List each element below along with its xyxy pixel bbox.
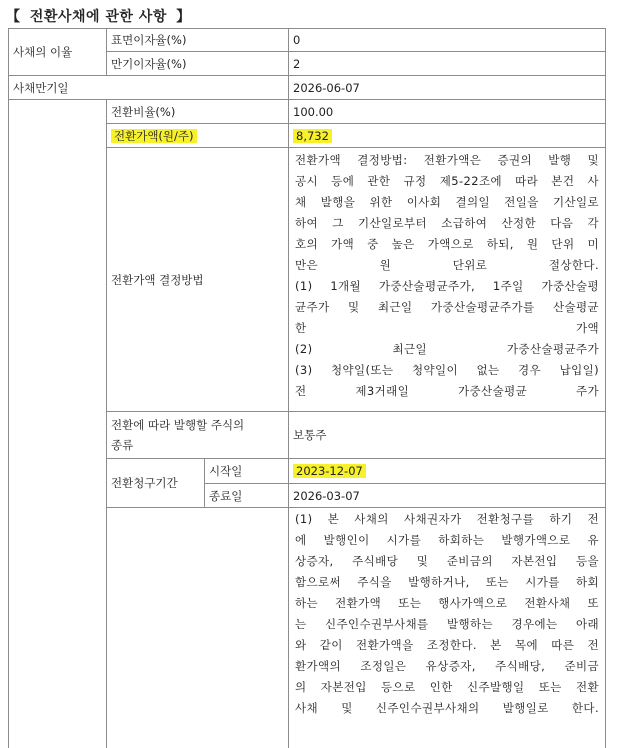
adjustment-line: 하는 전환가액 또는 행사가액으로 전환사채 또 xyxy=(295,596,599,610)
price-method-line: 전 제3거래일 가중산술평균 주가 xyxy=(295,384,599,398)
interest-rate-label: 사채의 이율 xyxy=(13,45,73,59)
maturity-rate-label: 만기이자율(%) xyxy=(111,56,187,71)
share-type-value: 보통주 xyxy=(293,428,327,442)
claim-period-label: 전환청구기간 xyxy=(111,476,178,490)
price-method-line: 채 발행을 위한 이사회 결의일 전일을 기산일로 xyxy=(295,195,599,209)
adjustment-line: 상증자, 주식배당 및 준비금의 자본전입 등을 xyxy=(295,554,599,568)
bond-info-table xyxy=(8,28,606,748)
adjustment-line: 에 발행인이 시가를 하회하는 발행가액으로 유 xyxy=(295,533,599,547)
price-method-line: 한 가액 xyxy=(295,321,599,335)
price-method-line: 전환가액 결정방법: 전환가액은 증권의 발행 및 xyxy=(295,153,599,167)
conversion-ratio-label: 전환비율(%) xyxy=(111,104,176,119)
table-border xyxy=(8,28,9,748)
adjustment-line: 함으로써 주식을 발행하거나, 또는 시가를 하회 xyxy=(295,575,599,589)
price-method-line: 호의 가액 중 높은 가액으로 하되, 원 단위 미 xyxy=(295,237,599,251)
start-value: 2023-12-07 xyxy=(293,464,366,478)
adjustment-line: 환가액의 조정일은 유상증자, 주식배당, 준비금 xyxy=(295,659,599,673)
adjustment-line: 는 신주인수권부사채를 발행하는 경우에는 아래 xyxy=(295,617,599,631)
adjustment-text xyxy=(295,509,599,719)
price-method-line: 균주가 및 최근일 가중산술평균주가를 산술평균 xyxy=(295,300,599,314)
price-method-line: (3) 청약일(또는 청약일이 없는 경우 납입일) xyxy=(295,363,599,377)
table-border xyxy=(106,507,606,508)
share-type-label-line: 전환에 따라 발행할 주식의 xyxy=(111,418,245,432)
price-method-line: (1) 1개월 가중산술평균주가, 1주일 가중산술평 xyxy=(295,279,599,293)
end-label: 종료일 xyxy=(209,488,243,503)
table-border xyxy=(605,28,606,748)
surface-rate-value: 0 xyxy=(293,33,301,47)
adjustment-line: 와 같이 전환가액을 조정한다. 본 목에 따른 전 xyxy=(295,638,599,652)
end-value: 2026-03-07 xyxy=(293,488,360,503)
maturity-date-value: 2026-06-07 xyxy=(293,80,360,95)
section-title xyxy=(6,6,195,26)
conversion-ratio-value: 100.00 xyxy=(293,104,334,119)
maturity-rate-value: 2 xyxy=(293,56,301,71)
conversion-price-label-cell xyxy=(107,124,288,147)
price-method-line: 하여 그 기산일로부터 소급하여 산정한 다음 각 xyxy=(295,216,599,230)
share-type-label xyxy=(107,412,288,458)
share-type-label-line: 종류 xyxy=(111,438,134,452)
title-text: 전환사채에 관한 사항 xyxy=(29,9,167,25)
conversion-price-label: 전환가액(원/주) xyxy=(111,129,197,143)
price-method-line: (2) 최근일 가중산술평균주가 xyxy=(295,342,599,356)
start-label: 시작일 xyxy=(209,464,243,478)
title-close-bracket: 】 xyxy=(176,9,191,25)
surface-rate-label: 표면이자율(%) xyxy=(111,33,187,47)
conversion-price-value: 8,732 xyxy=(293,129,332,143)
price-method-line: 만은 원 단위로 절상한다. xyxy=(295,258,599,272)
title-open-bracket: 【 xyxy=(6,9,21,25)
conversion-price-value-cell xyxy=(289,124,605,147)
adjustment-line: 의 자본전입 등으로 인한 신주발행일 또는 전환 xyxy=(295,680,599,694)
maturity-date-label: 사채만기일 xyxy=(13,80,69,95)
adjustment-line: (1) 본 사채의 사채권자가 전환청구를 하기 전 xyxy=(295,512,599,526)
adjustment-line: 사채 및 신주인수권부사채의 발행일로 한다. xyxy=(295,701,599,715)
price-method-label: 전환가액 결정방법 xyxy=(111,272,204,287)
price-method-line: 공시 등에 관한 규정 제5-22조에 따라 본건 사 xyxy=(295,174,599,188)
price-method-text xyxy=(295,150,599,402)
start-value-cell xyxy=(289,459,605,483)
